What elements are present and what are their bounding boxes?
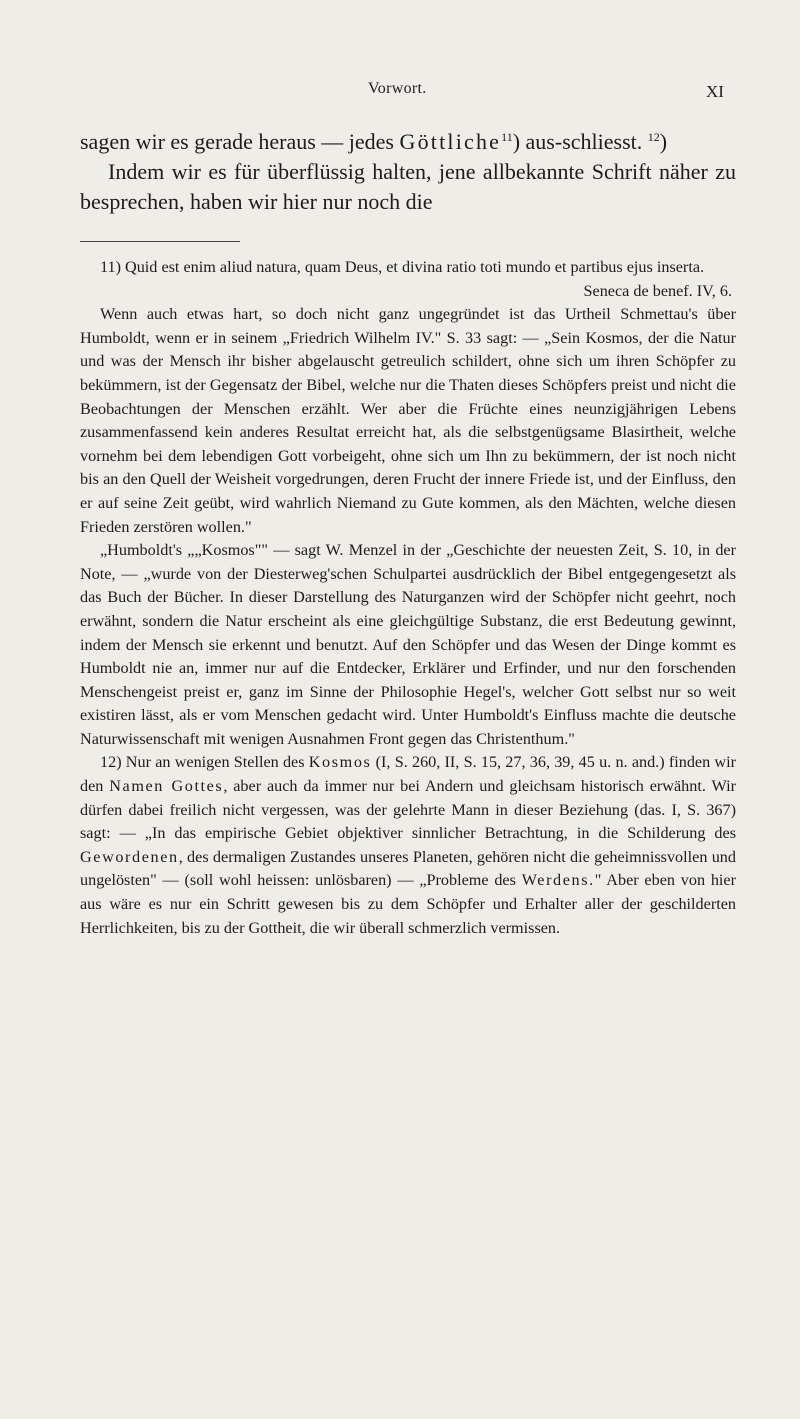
footnote-11-quote: 11) Quid est enim aliud natura, quam Deus, et divina ratio toti mundo et partibus ejus inserta. — [100, 258, 705, 276]
emphasis-namen-gottes: Namen Gottes — [109, 777, 224, 796]
footnote-ref-11: 11 — [501, 130, 513, 144]
paragraph-continuation: sagen wir es gerade heraus — jedes Göttliche$^{11}$) aus-schliesst. $^{12}$) — [80, 129, 668, 154]
footnote-divider — [80, 241, 240, 242]
footnotes — [80, 256, 736, 940]
page-number: XI — [706, 82, 724, 101]
footnote-ref-12: 12 — [647, 130, 660, 144]
emphasis-gewordenen: Gewordenen — [80, 847, 179, 866]
emphasis-goettliche: Göttliche — [399, 129, 502, 154]
main-text — [80, 127, 736, 217]
footnote-11-paragraph: „Humboldt's „„Kosmos"" — sagt W. Menzel in der „Geschichte der neuesten Zeit, S. 10, in der Note, — „wurde von der Diesterweg'schen Schulpartei ausdrücklich der Bibel entgegengesetzt als das Buch der Bücher. In dieser Darstellung des Naturganzen wird der Schöpfer nicht geehrt, noch erwähnt, sondern die Natur erscheint als eine gleichgültige Substanz, die erst Bedeutung gewinnt, indem der Mensch sie erkennt und benutzt. Auf den Schöpfer und das Wesen der Dinge kommt es Humboldt nie an, immer nur auf die Entdecker, Erklärer und Erfinder, und nur den forschenden Menschengeist preist er, ganz im Sinne der Philosophie Hegel's, welcher Gott selbst nur so weit existiren lässt, als er vom Menschen gedacht wird. Unter Humboldt's Einfluss machte die deutsche Naturwissenschaft mit wenigen Ausnahmen Front gegen das Christenthum." — [80, 541, 736, 748]
footnote-11-source: Seneca de benef. IV, 6. — [583, 281, 732, 300]
footnote-12: 12) Nur an wenigen Stellen des Kosmos (I, S. 260, II, S. 15, 27, 36, 39, 45 u. n. and.) finden wir den Namen Gottes, aber auch da immer nur bei Andern und gleichsam historisch erwähnt. Wir dürfen dabei freilich nicht vergessen, was der gelehrte Mann in dieser Beziehung (das. I, S. 367) sagt: — „In das empirische Gebiet objektiver sinnlicher Betrachtung, in die Schilderung des Gewordenen, des dermaligen Zustandes unseres Planeten, gehören nicht die geheimnissvollen und ungelösten" — (soll wohl heissen: unlösbaren) — „Probleme des Werdens." Aber eben von hier aus wäre es nur ein Schritt gewesen bis zu dem Schöpfer und Erhalter aller der geschilderten Herrlichkeiten, bis zu der Gottheit, die wir überall schmerzlich vermissen. — [80, 753, 737, 937]
footnote-11-paragraph: Wenn auch etwas hart, so doch nicht ganz ungegründet ist das Urtheil Schmettau's über Humboldt, wenn er in seinem „Friedrich Wilhelm IV." S. 33 sagt: — „Sein Kosmos, der die Natur und was der Mensch ihr bisher abgelauscht getreulich schildert, ohne sich um ihren Schöpfer zu bekümmern, ist der Gegensatz der Bibel, welche nur die Thaten dieses Schöpfers preist und nicht die Beobachtungen der Menschen erzählt. Wer aber die Früchte eines neunzigjährigen Lebens zusammenfassend kein anderes Resultat erreicht hat, als die selbstgenügsame Blasirtheit, welche vornehm bei dem lebendigen Gott vorbeigeht, ohne sich um Ihn zu bekümmern, der ist noch nicht bis an den Quell der Weisheit vorgedrungen, deren Frucht der innere Friede ist, und der Einfluss, den er auf seine Zeit geübt, wird wahrlich Niemand zu Gute kommen, als den Mächten, welche diesen Frieden zerstören wollen." — [80, 305, 736, 536]
emphasis-kosmos: Kosmos — [308, 753, 372, 772]
paragraph: Indem wir es für überflüssig halten, jene allbekannte Schrift näher zu besprechen, haben wir hier nur noch die — [80, 159, 736, 214]
emphasis-werdens: Werdens. — [521, 871, 595, 890]
header-title: Vorwort. — [368, 80, 427, 97]
